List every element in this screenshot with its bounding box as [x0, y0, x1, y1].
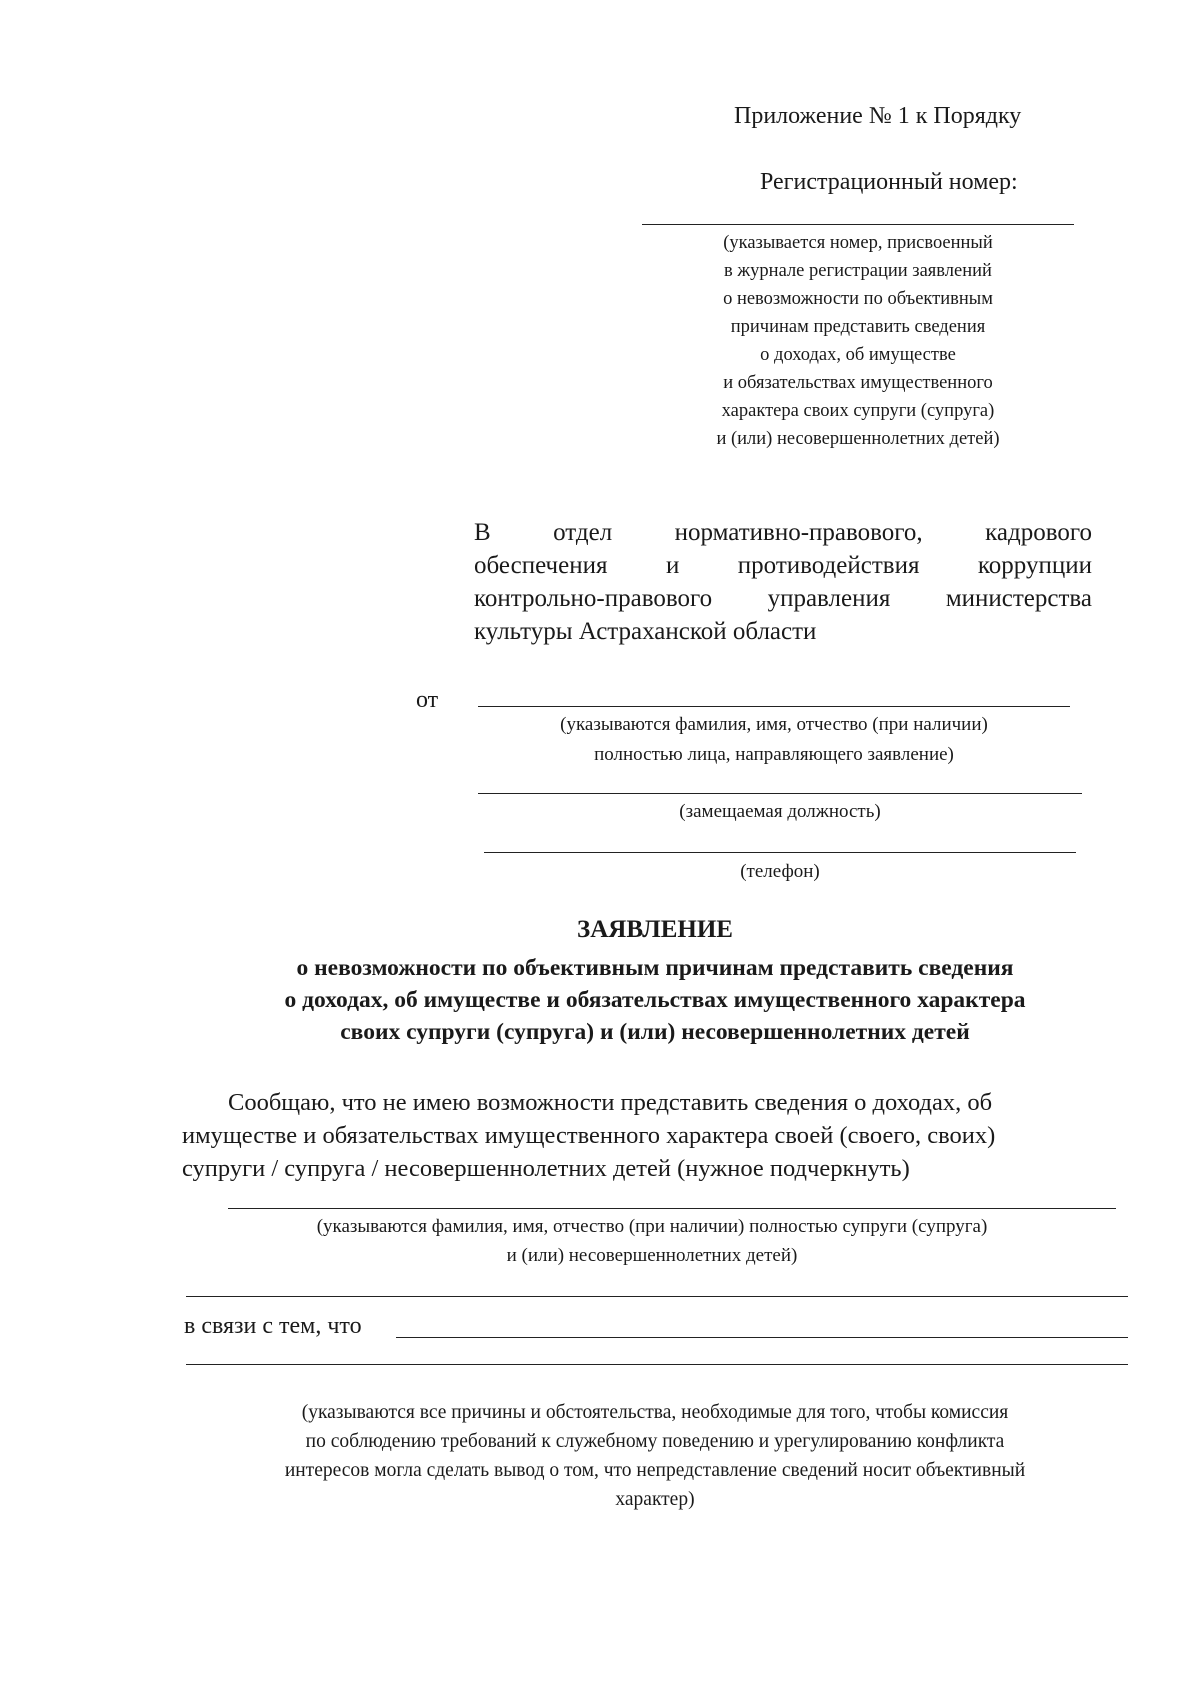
from-name-note: (указываются фамилия, имя, отчество (при наличии) полностью лица, направляющего заявление) — [560, 714, 988, 765]
reg-note-line: в журнале регистрации заявлений — [724, 261, 992, 281]
phone-line[interactable] — [484, 852, 1076, 853]
reason-label: в связи с тем, что — [184, 1313, 362, 1339]
addressee-row: контрольно-правового управления министерства — [474, 585, 1092, 612]
addressee-row: обеспечения и противодействия коррупции — [474, 552, 1092, 579]
reg-note-line: и (или) несовершеннолетних детей) — [716, 429, 1000, 449]
addressee-row: В отдел нормативно-правового, кадрового — [474, 519, 1092, 546]
reg-note-line: характера своих супруги (супруга) — [721, 401, 995, 421]
appendix-label: Приложение № 1 к Порядку — [734, 103, 1022, 129]
addressee-block — [474, 516, 1092, 648]
from-label: от — [416, 687, 439, 713]
registration-number-label: Регистрационный номер: — [760, 169, 1018, 195]
phone-note: (телефон) — [740, 861, 820, 882]
reg-note-line: (указывается номер, присвоенный — [723, 233, 993, 253]
document-subtitle: о невозможности по объективным причинам представить сведения о доходах, об имуществе и обязательствах имущественного характера своих супруги (супруга) и (или) несовершеннолетних детей — [284, 955, 1026, 1045]
reason-line[interactable] — [396, 1337, 1128, 1338]
reason-continuation-line[interactable] — [186, 1364, 1128, 1365]
from-name-line[interactable] — [478, 706, 1070, 707]
document-title: ЗАЯВЛЕНИЕ — [577, 916, 733, 943]
reasons-note: (указываются все причины и обстоятельства, необходимые для того, чтобы комиссия по соблюдению требований к служебному поведению и урегулированию конфликта интересов могла сделать вывод о том, что непредставление сведений носит объективный характер) — [284, 1402, 1026, 1510]
position-note: (замещаемая должность) — [679, 801, 881, 822]
relatives-continuation-line[interactable] — [186, 1296, 1128, 1297]
reg-note-line: и обязательствах имущественного — [723, 373, 993, 393]
statement-paragraph: Сообщаю, что не имею возможности представить сведения о доходах, об имуществе и обязательствах имущественного характера своей (своего, своих) супруги / супруга / несовершеннолетних детей (нужное подчеркнуть) — [182, 1089, 996, 1182]
registration-number-note — [642, 229, 1074, 453]
addressee-row: культуры Астраханской области — [474, 618, 817, 645]
relatives-line[interactable] — [228, 1208, 1116, 1209]
position-line[interactable] — [478, 793, 1082, 794]
reg-note-line: причинам представить сведения — [730, 317, 986, 337]
relatives-note: (указываются фамилия, имя, отчество (при наличии) полностью супруги (супруга) и (или) несовершеннолетних детей) — [316, 1216, 988, 1266]
reg-note-line: о доходах, об имуществе — [760, 345, 956, 365]
reg-note-line: о невозможности по объективным — [723, 289, 993, 309]
registration-number-line — [642, 224, 1074, 225]
